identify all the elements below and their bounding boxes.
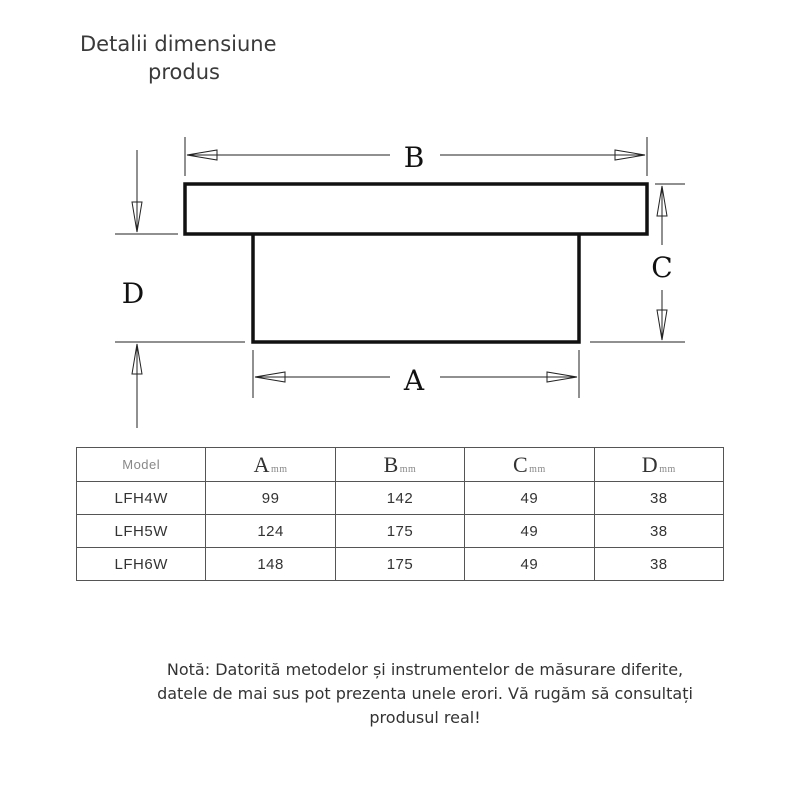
note-line-1: Notă: Datorită metodelor și instrumentelor de măsurare diferite, [166, 660, 684, 679]
cell-model: LFH6W [77, 548, 206, 581]
cell-d: 38 [594, 548, 723, 581]
header-c: Cmm [465, 448, 594, 482]
note-line-3: produsul real! [369, 708, 481, 727]
dimension-a [253, 350, 579, 398]
title-line-2: produs [148, 60, 220, 84]
header-b: Bmm [335, 448, 464, 482]
cell-model: LFH4W [77, 482, 206, 515]
table-header-row [77, 448, 724, 482]
dimension-b [185, 137, 647, 176]
cell-d: 38 [594, 515, 723, 548]
cell-b: 142 [335, 482, 464, 515]
cell-c: 49 [465, 548, 594, 581]
dimension-d-label: D [121, 277, 145, 310]
cell-b: 175 [335, 548, 464, 581]
cell-model: LFH5W [77, 515, 206, 548]
cell-a: 148 [206, 548, 335, 581]
header-d: Dmm [594, 448, 723, 482]
cell-a: 99 [206, 482, 335, 515]
cell-b: 175 [335, 515, 464, 548]
table-row [77, 515, 724, 548]
title-line-1: Detalii dimensiune [80, 32, 277, 56]
cell-c: 49 [465, 482, 594, 515]
dimension-d [115, 150, 245, 428]
table-row [77, 482, 724, 515]
header-a: Amm [206, 448, 335, 482]
product-top-flange [185, 184, 647, 234]
cell-a: 124 [206, 515, 335, 548]
dimension-c-label: C [651, 251, 673, 284]
dimension-c [590, 184, 685, 342]
product-lower-body [253, 234, 579, 342]
dimension-b-label: B [403, 141, 425, 174]
cell-d: 38 [594, 482, 723, 515]
disclaimer-note [100, 658, 750, 730]
table-row [77, 548, 724, 581]
dimension-a-label: A [403, 364, 425, 397]
cell-c: 49 [465, 515, 594, 548]
note-line-2: datele de mai sus pot prezenta unele erori. Vă rugăm să consultați [157, 684, 693, 703]
dimensions-table [76, 447, 724, 581]
header-model: Model [77, 448, 206, 482]
